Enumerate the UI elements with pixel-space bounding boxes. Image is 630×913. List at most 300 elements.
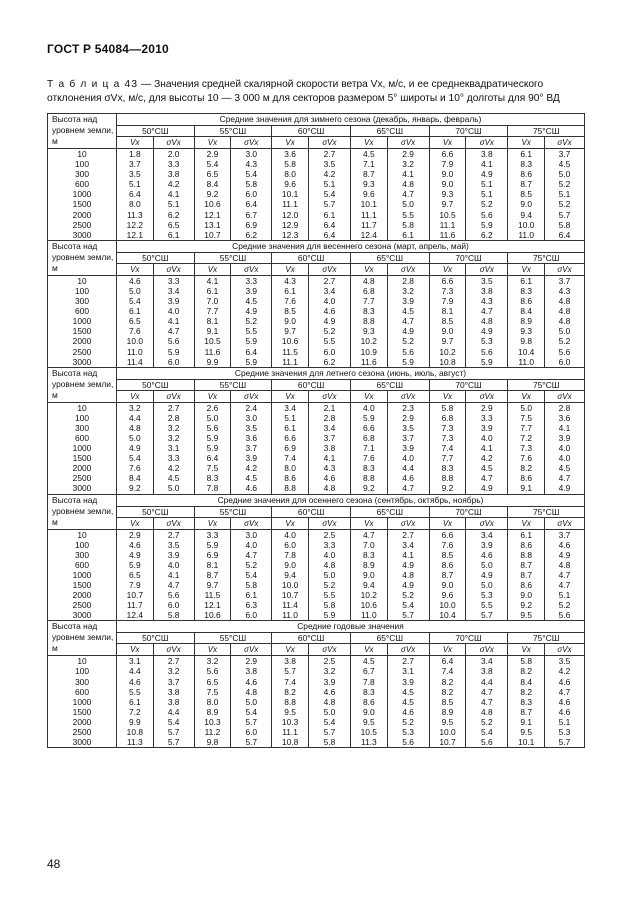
table-cell: 10.7 [194, 230, 231, 241]
table-cell: 6.0 [308, 347, 350, 357]
table-cell: 6.1 [272, 423, 309, 433]
table-cell: 8.4 [194, 179, 231, 189]
latitude-header: 55°СШ [194, 379, 272, 390]
table-cell: 2.8 [153, 413, 194, 423]
table-cell: 3.3 [231, 275, 272, 286]
symbol-sigma: σVx [545, 644, 585, 656]
table-cell: 4.9 [231, 306, 272, 316]
table-cell: 3.3 [466, 413, 508, 423]
table-cell: 4.0 [387, 453, 429, 463]
symbol-sigma: σVx [153, 644, 194, 656]
table-cell: 2.7 [153, 529, 194, 540]
table-cell: 5.4 [231, 570, 272, 580]
table-cell: 7.7 [194, 306, 231, 316]
table-row [48, 666, 585, 676]
table-cell: 4.5 [387, 687, 429, 697]
table-cell: 11.4 [117, 357, 154, 368]
table-cell: 3.0 [231, 529, 272, 540]
table-cell: 2.7 [387, 529, 429, 540]
table-caption [47, 78, 587, 106]
symbol-sigma: σVx [545, 137, 585, 149]
symbol-v: Vx [272, 263, 309, 275]
latitude-header: 60°СШ [272, 506, 351, 517]
height-label: 1500 [48, 580, 117, 590]
table-cell: 4.0 [153, 560, 194, 570]
table-cell: 12.4 [350, 230, 387, 241]
table-cell: 10.4 [429, 610, 466, 621]
latitude-header: 60°СШ [272, 252, 351, 263]
section-title-row [48, 114, 585, 126]
table-cell: 6.1 [194, 286, 231, 296]
symbol-v: Vx [429, 137, 466, 149]
table-cell: 6.1 [272, 286, 309, 296]
height-header: Высота над уровнем земли, м [48, 621, 117, 656]
table-cell: 3.9 [387, 677, 429, 687]
table-cell: 4.0 [153, 306, 194, 316]
table-cell: 9.6 [272, 179, 309, 189]
symbol-v: Vx [508, 517, 545, 529]
table-cell: 4.5 [350, 149, 387, 160]
table-cell: 11.5 [272, 347, 309, 357]
table-cell: 4.6 [308, 473, 350, 483]
table-cell: 4.9 [466, 570, 508, 580]
table-cell: 3.9 [231, 286, 272, 296]
height-label: 300 [48, 677, 117, 687]
table-cell: 4.6 [545, 677, 585, 687]
table-cell: 5.4 [466, 727, 508, 737]
table-cell: 3.2 [153, 423, 194, 433]
height-label: 3000 [48, 610, 117, 621]
symbol-sigma: σVx [545, 390, 585, 402]
table-cell: 7.3 [508, 443, 545, 453]
table-cell: 5.9 [387, 357, 429, 368]
table-cell: 7.6 [508, 453, 545, 463]
latitude-header: 75°СШ [508, 379, 585, 390]
table-cell: 7.3 [429, 286, 466, 296]
symbol-sigma: σVx [545, 263, 585, 275]
table-cell: 5.1 [466, 189, 508, 199]
table-cell: 6.1 [117, 697, 154, 707]
table-row [48, 220, 585, 230]
table-cell: 8.0 [272, 463, 309, 473]
height-label: 2000 [48, 717, 117, 727]
table-cell: 8.7 [508, 570, 545, 580]
table-cell: 3.2 [153, 666, 194, 676]
table-cell: 11.0 [272, 610, 309, 621]
table-cell: 12.4 [117, 610, 154, 621]
table-cell: 2.8 [387, 275, 429, 286]
latitude-header: 65°СШ [350, 379, 429, 390]
symbol-sigma: σVx [387, 137, 429, 149]
table-cell: 3.9 [387, 443, 429, 453]
table-cell: 6.0 [231, 189, 272, 199]
table-cell: 5.0 [466, 560, 508, 570]
table-cell: 10.5 [194, 336, 231, 346]
table-row [48, 590, 585, 600]
table-cell: 8.1 [194, 560, 231, 570]
table-cell: 9.5 [272, 707, 309, 717]
table-cell: 4.4 [153, 707, 194, 717]
table-cell: 8.0 [117, 199, 154, 209]
height-label: 2500 [48, 220, 117, 230]
symbol-sigma: σVx [466, 644, 508, 656]
table-cell: 9.0 [508, 199, 545, 209]
table-cell: 9.0 [429, 580, 466, 590]
latitude-header: 70°СШ [429, 126, 508, 137]
table-cell: 3.0 [231, 149, 272, 160]
table-cell: 11.7 [117, 600, 154, 610]
table-cell: 6.6 [429, 275, 466, 286]
table-cell: 7.4 [272, 677, 309, 687]
table-cell: 6.5 [117, 316, 154, 326]
table-cell: 9.4 [350, 580, 387, 590]
table-cell: 8.3 [350, 687, 387, 697]
table-row [48, 540, 585, 550]
table-cell: 3.3 [153, 453, 194, 463]
height-label: 300 [48, 296, 117, 306]
latitude-header: 50°СШ [117, 633, 195, 644]
table-cell: 11.6 [194, 347, 231, 357]
symbol-sigma: σVx [387, 390, 429, 402]
table-row [48, 275, 585, 286]
table-cell: 4.6 [387, 473, 429, 483]
table-row [48, 357, 585, 368]
table-cell: 2.1 [308, 402, 350, 413]
table-cell: 4.7 [545, 570, 585, 580]
table-cell: 9.2 [350, 483, 387, 494]
table-cell: 8.3 [508, 159, 545, 169]
table-cell: 4.6 [117, 677, 154, 687]
latitude-header: 70°СШ [429, 633, 508, 644]
table-cell: 6.4 [231, 347, 272, 357]
table-cell: 9.5 [508, 610, 545, 621]
table-cell: 6.2 [308, 357, 350, 368]
symbol-sigma: σVx [231, 390, 272, 402]
table-cell: 4.2 [308, 169, 350, 179]
table-cell: 11.4 [272, 600, 309, 610]
table-cell: 10.0 [508, 220, 545, 230]
table-cell: 3.4 [466, 529, 508, 540]
latitude-header: 50°СШ [117, 506, 195, 517]
symbol-sigma: σVx [466, 137, 508, 149]
symbol-sigma: σVx [153, 263, 194, 275]
table-row [48, 159, 585, 169]
table-cell: 4.3 [308, 463, 350, 473]
table-cell: 3.7 [387, 433, 429, 443]
table-cell: 5.2 [466, 199, 508, 209]
table-cell: 5.5 [466, 600, 508, 610]
latitude-header: 55°СШ [194, 126, 272, 137]
symbol-v: Vx [117, 517, 154, 529]
table-cell: 9.2 [117, 483, 154, 494]
table-row [48, 230, 585, 241]
table-cell: 8.4 [508, 306, 545, 316]
table-cell: 9.3 [350, 326, 387, 336]
latitude-header: 75°СШ [508, 252, 585, 263]
table-cell: 4.1 [387, 550, 429, 560]
table-cell: 4.6 [308, 306, 350, 316]
table-cell: 5.8 [153, 610, 194, 621]
table-cell: 4.6 [545, 540, 585, 550]
table-cell: 5.0 [308, 707, 350, 717]
table-cell: 5.6 [545, 610, 585, 621]
table-cell: 3.1 [117, 656, 154, 667]
table-cell: 4.9 [545, 483, 585, 494]
table-cell: 4.8 [387, 179, 429, 189]
table-row [48, 199, 585, 209]
table-cell: 9.0 [272, 316, 309, 326]
table-cell: 6.6 [429, 529, 466, 540]
table-cell: 6.4 [308, 230, 350, 241]
table-cell: 4.5 [387, 697, 429, 707]
table-cell: 10.3 [194, 717, 231, 727]
latitude-header: 65°СШ [350, 633, 429, 644]
table-cell: 4.7 [153, 326, 194, 336]
section-title-row [48, 367, 585, 379]
table-cell: 3.3 [153, 275, 194, 286]
table-cell: 8.3 [350, 550, 387, 560]
table-cell: 2.8 [308, 413, 350, 423]
table-cell: 6.4 [194, 453, 231, 463]
table-cell: 3.8 [153, 687, 194, 697]
table-cell: 6.6 [272, 433, 309, 443]
table-row [48, 433, 585, 443]
table-cell: 10.0 [272, 580, 309, 590]
table-cell: 11.1 [429, 220, 466, 230]
table-cell: 5.2 [545, 199, 585, 209]
table-row [48, 423, 585, 433]
table-cell: 8.3 [508, 697, 545, 707]
table-row [48, 210, 585, 220]
table-cell: 5.7 [231, 737, 272, 748]
height-label: 1000 [48, 570, 117, 580]
table-cell: 6.1 [117, 306, 154, 316]
table-cell: 4.1 [387, 169, 429, 179]
table-cell: 9.2 [194, 189, 231, 199]
table-cell: 4.8 [308, 560, 350, 570]
height-label: 100 [48, 413, 117, 423]
table-cell: 7.6 [350, 453, 387, 463]
table-row [48, 326, 585, 336]
height-header: Высота над уровнем земли, м [48, 114, 117, 149]
table-row [48, 580, 585, 590]
table-cell: 5.9 [350, 413, 387, 423]
table-cell: 5.0 [308, 570, 350, 580]
symbol-sigma: σVx [387, 644, 429, 656]
table-cell: 8.3 [508, 286, 545, 296]
table-cell: 4.3 [231, 159, 272, 169]
table-cell: 4.6 [117, 275, 154, 286]
height-label: 1000 [48, 697, 117, 707]
symbol-row [48, 517, 585, 529]
table-cell: 5.6 [466, 737, 508, 748]
table-cell: 5.2 [387, 590, 429, 600]
table-cell: 8.7 [194, 570, 231, 580]
table-cell: 4.7 [545, 473, 585, 483]
table-cell: 5.7 [153, 727, 194, 737]
table-cell: 4.0 [308, 296, 350, 306]
symbol-sigma: σVx [153, 137, 194, 149]
table-cell: 6.4 [545, 230, 585, 241]
table-cell: 8.4 [508, 677, 545, 687]
table-cell: 11.6 [429, 230, 466, 241]
table-cell: 10.7 [272, 590, 309, 600]
table-cell: 7.5 [508, 413, 545, 423]
table-cell: 5.8 [308, 600, 350, 610]
table-row [48, 296, 585, 306]
table-cell: 7.7 [508, 423, 545, 433]
table-cell: 4.5 [231, 296, 272, 306]
height-label: 300 [48, 423, 117, 433]
table-cell: 4.2 [466, 453, 508, 463]
table-cell: 8.7 [508, 707, 545, 717]
symbol-v: Vx [194, 137, 231, 149]
table-cell: 2.7 [153, 402, 194, 413]
height-header: Высота над уровнем земли, м [48, 240, 117, 275]
table-row [48, 189, 585, 199]
table-cell: 4.6 [231, 677, 272, 687]
table-cell: 3.4 [466, 656, 508, 667]
table-cell: 4.7 [387, 189, 429, 199]
table-cell: 3.4 [308, 423, 350, 433]
table-cell: 3.1 [153, 443, 194, 453]
symbol-v: Vx [508, 263, 545, 275]
table-cell: 10.4 [508, 347, 545, 357]
table-cell: 2.7 [308, 149, 350, 160]
table-cell: 2.7 [153, 656, 194, 667]
latitude-header: 50°СШ [117, 379, 195, 390]
table-cell: 10.5 [429, 210, 466, 220]
latitude-header: 50°СШ [117, 252, 195, 263]
latitude-header: 70°СШ [429, 506, 508, 517]
table-cell: 4.8 [308, 697, 350, 707]
symbol-v: Vx [272, 644, 309, 656]
latitude-header: 75°СШ [508, 633, 585, 644]
table-cell: 7.2 [508, 433, 545, 443]
height-label: 3000 [48, 230, 117, 241]
table-cell: 7.4 [429, 666, 466, 676]
table-row [48, 316, 585, 326]
table-cell: 10.2 [429, 347, 466, 357]
table-cell: 3.7 [308, 433, 350, 443]
table-cell: 11.2 [194, 727, 231, 737]
table-cell: 4.1 [153, 189, 194, 199]
table-cell: 5.5 [308, 336, 350, 346]
table-cell: 4.6 [231, 483, 272, 494]
latitude-row [48, 252, 585, 263]
section-title-row [48, 621, 585, 633]
height-label: 2500 [48, 600, 117, 610]
table-cell: 10.6 [194, 610, 231, 621]
table-cell: 4.5 [545, 463, 585, 473]
table-cell: 8.0 [272, 169, 309, 179]
symbol-sigma: σVx [308, 644, 350, 656]
table-cell: 7.1 [350, 159, 387, 169]
table-cell: 3.9 [545, 433, 585, 443]
table-cell: 2.9 [231, 656, 272, 667]
table-row [48, 463, 585, 473]
table-cell: 5.8 [272, 159, 309, 169]
table-cell: 4.8 [350, 275, 387, 286]
table-cell: 5.9 [117, 560, 154, 570]
table-cell: 7.6 [117, 463, 154, 473]
table-row [48, 336, 585, 346]
table-cell: 6.5 [194, 677, 231, 687]
table-cell: 8.2 [508, 463, 545, 473]
symbol-v: Vx [117, 137, 154, 149]
symbol-v: Vx [508, 644, 545, 656]
height-label: 600 [48, 560, 117, 570]
table-cell: 6.3 [231, 600, 272, 610]
table-cell: 4.7 [466, 697, 508, 707]
table-cell: 3.8 [153, 697, 194, 707]
table-cell: 8.5 [429, 550, 466, 560]
height-label: 2000 [48, 590, 117, 600]
table-cell: 4.7 [466, 687, 508, 697]
table-cell: 9.0 [272, 560, 309, 570]
table-cell: 4.6 [308, 687, 350, 697]
table-cell: 4.4 [466, 677, 508, 687]
table-cell: 4.7 [231, 550, 272, 560]
table-cell: 11.7 [350, 220, 387, 230]
height-label: 100 [48, 540, 117, 550]
symbol-v: Vx [194, 263, 231, 275]
table-cell: 6.5 [153, 220, 194, 230]
table-cell: 4.5 [387, 306, 429, 316]
table-cell: 9.7 [429, 199, 466, 209]
table-cell: 5.0 [117, 433, 154, 443]
table-cell: 2.9 [387, 413, 429, 423]
height-label: 1500 [48, 453, 117, 463]
table-cell: 3.1 [387, 666, 429, 676]
table-cell: 5.2 [308, 580, 350, 590]
symbol-v: Vx [194, 517, 231, 529]
height-label: 100 [48, 666, 117, 676]
table-cell: 5.0 [117, 286, 154, 296]
table-cell: 5.1 [545, 717, 585, 727]
table-cell: 11.3 [117, 737, 154, 748]
table-cell: 8.8 [508, 550, 545, 560]
table-cell: 7.8 [350, 677, 387, 687]
table-cell: 3.7 [545, 275, 585, 286]
table-cell: 4.6 [545, 707, 585, 717]
table-cell: 5.7 [308, 727, 350, 737]
table-cell: 11.1 [272, 199, 309, 209]
latitude-header: 55°СШ [194, 633, 272, 644]
table-cell: 7.4 [272, 453, 309, 463]
height-label: 1000 [48, 189, 117, 199]
table-cell: 3.2 [308, 666, 350, 676]
table-row [48, 483, 585, 494]
table-cell: 9.0 [429, 179, 466, 189]
table-row [48, 149, 585, 160]
table-body [48, 114, 585, 748]
latitude-header: 65°СШ [350, 126, 429, 137]
table-cell: 6.4 [231, 199, 272, 209]
table-cell: 5.0 [194, 413, 231, 423]
table-row [48, 473, 585, 483]
table-cell: 4.3 [545, 286, 585, 296]
table-cell: 5.6 [194, 423, 231, 433]
section-title-row [48, 494, 585, 506]
table-cell: 4.9 [466, 326, 508, 336]
table-cell: 3.8 [153, 169, 194, 179]
table-cell: 6.6 [350, 423, 387, 433]
table-cell: 4.9 [387, 560, 429, 570]
table-cell: 8.5 [429, 697, 466, 707]
table-cell: 5.1 [545, 590, 585, 600]
table-cell: 3.8 [466, 149, 508, 160]
